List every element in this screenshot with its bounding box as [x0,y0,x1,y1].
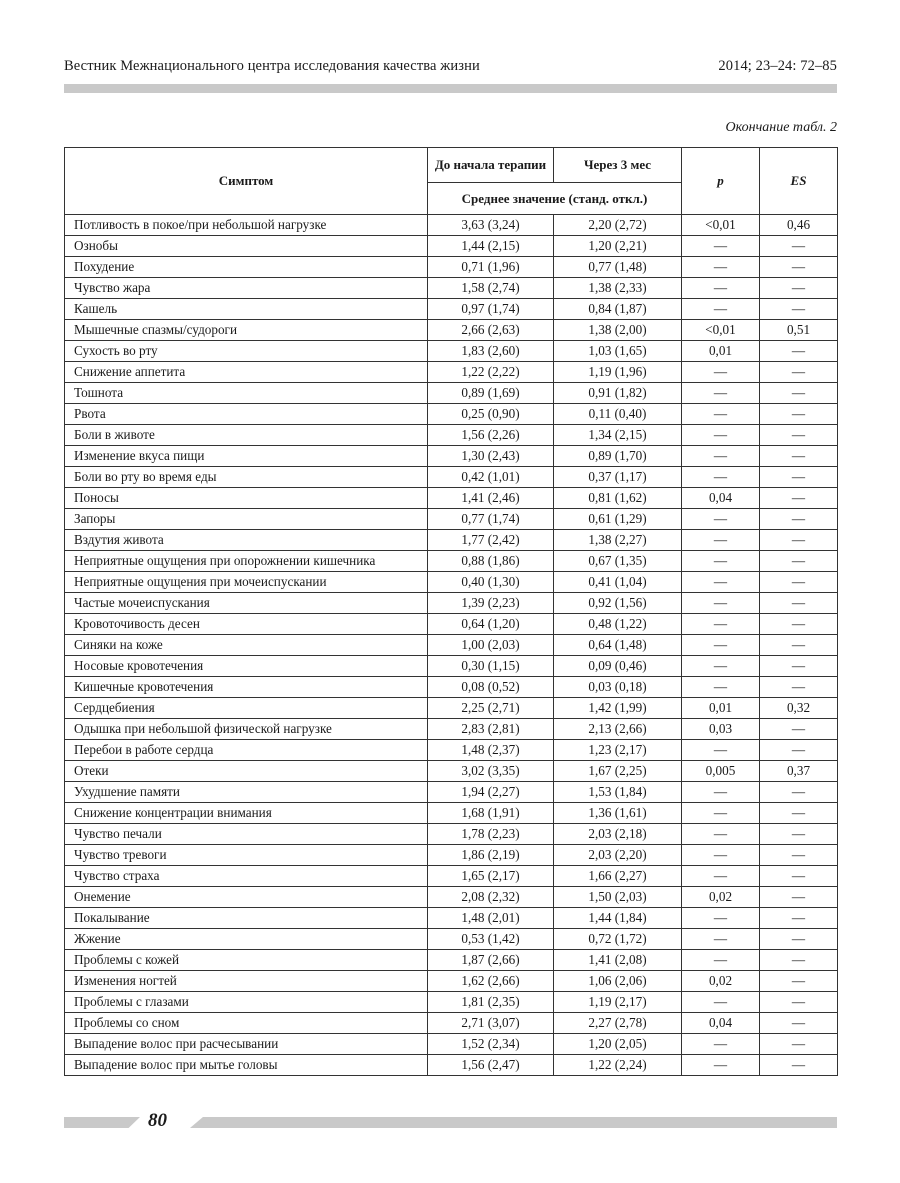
table-row [65,1034,838,1055]
table-row [65,593,838,614]
cell-p: — [682,656,760,677]
cell-es: — [760,299,838,320]
cell-before: 1,48 (2,01) [428,908,554,929]
cell-es: 0,32 [760,698,838,719]
cell-symptom: Кишечные кровотечения [65,677,428,698]
cell-p: — [682,908,760,929]
cell-after: 0,37 (1,17) [554,467,682,488]
cell-after: 1,38 (2,00) [554,320,682,341]
cell-symptom: Синяки на коже [65,635,428,656]
cell-after: 0,48 (1,22) [554,614,682,635]
cell-es: — [760,719,838,740]
cell-before: 1,39 (2,23) [428,593,554,614]
cell-after: 1,23 (2,17) [554,740,682,761]
cell-after: 1,38 (2,33) [554,278,682,299]
cell-before: 0,64 (1,20) [428,614,554,635]
cell-es: 0,46 [760,215,838,236]
cell-p: — [682,530,760,551]
cell-es: — [760,257,838,278]
cell-after: 0,41 (1,04) [554,572,682,593]
cell-after: 1,50 (2,03) [554,887,682,908]
cell-symptom: Боли во рту во время еды [65,467,428,488]
cell-symptom: Неприятные ощущения при мочеиспускании [65,572,428,593]
table-row [65,950,838,971]
cell-before: 1,00 (2,03) [428,635,554,656]
cell-es: — [760,677,838,698]
cell-after: 1,36 (1,61) [554,803,682,824]
cell-before: 0,77 (1,74) [428,509,554,530]
cell-before: 1,86 (2,19) [428,845,554,866]
cell-p: — [682,467,760,488]
cell-symptom: Поносы [65,488,428,509]
cell-symptom: Запоры [65,509,428,530]
cell-before: 2,08 (2,32) [428,887,554,908]
cell-after: 0,72 (1,72) [554,929,682,950]
cell-symptom: Выпадение волос при расчесывании [65,1034,428,1055]
cell-symptom: Ознобы [65,236,428,257]
cell-symptom: Ухудшение памяти [65,782,428,803]
cell-symptom: Онемение [65,887,428,908]
cell-p: — [682,782,760,803]
table-row [65,215,838,236]
cell-es: — [760,425,838,446]
cell-p: — [682,551,760,572]
cell-after: 1,19 (2,17) [554,992,682,1013]
table-row [65,1013,838,1034]
cell-after: 2,03 (2,18) [554,824,682,845]
cell-es: — [760,1013,838,1034]
cell-after: 1,20 (2,21) [554,236,682,257]
cell-symptom: Носовые кровотечения [65,656,428,677]
cell-after: 0,92 (1,56) [554,593,682,614]
cell-p: — [682,1055,760,1076]
cell-after: 1,06 (2,06) [554,971,682,992]
footer-rule-left [64,1117,140,1128]
cell-before: 0,08 (0,52) [428,677,554,698]
cell-before: 1,62 (2,66) [428,971,554,992]
cell-before: 1,77 (2,42) [428,530,554,551]
cell-symptom: Проблемы с глазами [65,992,428,1013]
cell-before: 1,83 (2,60) [428,341,554,362]
journal-citation: 2014; 23–24: 72–85 [718,58,837,74]
cell-es: — [760,278,838,299]
cell-after: 0,91 (1,82) [554,383,682,404]
cell-p: 0,04 [682,488,760,509]
cell-es: — [760,887,838,908]
journal-title: Вестник Межнационального центра исследования качества жизни [64,58,480,74]
cell-before: 0,89 (1,69) [428,383,554,404]
cell-before: 0,88 (1,86) [428,551,554,572]
cell-p: — [682,803,760,824]
cell-es: — [760,446,838,467]
cell-p: — [682,866,760,887]
table-body [65,215,838,1076]
cell-before: 0,25 (0,90) [428,404,554,425]
cell-after: 1,44 (1,84) [554,908,682,929]
cell-after: 0,09 (0,46) [554,656,682,677]
table-row [65,299,838,320]
table-row [65,404,838,425]
cell-p: — [682,635,760,656]
cell-p: — [682,614,760,635]
cell-symptom: Мышечные спазмы/судороги [65,320,428,341]
cell-symptom: Чувство жара [65,278,428,299]
page-number: 80 [148,1110,167,1131]
cell-after: 1,34 (2,15) [554,425,682,446]
cell-p: — [682,929,760,950]
table-row [65,425,838,446]
cell-es: — [760,866,838,887]
cell-p: 0,01 [682,698,760,719]
cell-p: — [682,299,760,320]
table-row [65,719,838,740]
cell-es: — [760,845,838,866]
cell-es: — [760,236,838,257]
cell-after: 0,84 (1,87) [554,299,682,320]
table-row [65,446,838,467]
cell-symptom: Рвота [65,404,428,425]
table-row [65,362,838,383]
cell-es: — [760,593,838,614]
cell-es: — [760,509,838,530]
cell-after: 1,67 (2,25) [554,761,682,782]
cell-after: 1,19 (1,96) [554,362,682,383]
col-subheader-mean-sd: Среднее значение (станд. откл.) [428,183,682,215]
cell-symptom: Покалывание [65,908,428,929]
col-header-before: До начала терапии [428,148,554,183]
cell-es: — [760,803,838,824]
cell-p: — [682,509,760,530]
cell-symptom: Боли в животе [65,425,428,446]
cell-symptom: Одышка при небольшой физической нагрузке [65,719,428,740]
cell-p: 0,01 [682,341,760,362]
cell-before: 3,63 (3,24) [428,215,554,236]
cell-es: — [760,950,838,971]
table-row [65,257,838,278]
table-row [65,908,838,929]
cell-p: — [682,593,760,614]
cell-after: 1,38 (2,27) [554,530,682,551]
cell-p: <0,01 [682,215,760,236]
cell-symptom: Чувство страха [65,866,428,887]
cell-es: — [760,404,838,425]
cell-es: — [760,488,838,509]
table-row [65,509,838,530]
cell-before: 3,02 (3,35) [428,761,554,782]
cell-before: 0,42 (1,01) [428,467,554,488]
table-row [65,866,838,887]
table-row [65,467,838,488]
cell-before: 1,30 (2,43) [428,446,554,467]
cell-p: 0,005 [682,761,760,782]
cell-before: 0,97 (1,74) [428,299,554,320]
cell-p: <0,01 [682,320,760,341]
cell-es: — [760,551,838,572]
cell-p: — [682,404,760,425]
cell-before: 0,53 (1,42) [428,929,554,950]
cell-p: 0,04 [682,1013,760,1034]
col-header-p: p [682,148,760,215]
cell-p: 0,02 [682,971,760,992]
cell-es: — [760,614,838,635]
cell-symptom: Сердцебиения [65,698,428,719]
cell-after: 0,67 (1,35) [554,551,682,572]
cell-p: — [682,425,760,446]
cell-es: — [760,971,838,992]
table-row [65,971,838,992]
table-row [65,530,838,551]
cell-symptom: Кровоточивость десен [65,614,428,635]
table-row [65,782,838,803]
cell-before: 1,41 (2,46) [428,488,554,509]
cell-symptom: Тошнота [65,383,428,404]
cell-p: 0,02 [682,887,760,908]
cell-symptom: Жжение [65,929,428,950]
cell-before: 0,71 (1,96) [428,257,554,278]
table-row [65,887,838,908]
cell-p: — [682,278,760,299]
cell-before: 1,56 (2,26) [428,425,554,446]
col-header-after: Через 3 мес [554,148,682,183]
cell-p: — [682,236,760,257]
header-rule [64,84,837,93]
cell-after: 2,20 (2,72) [554,215,682,236]
cell-p: — [682,950,760,971]
cell-p: — [682,1034,760,1055]
cell-symptom: Изменения ногтей [65,971,428,992]
cell-symptom: Чувство тревоги [65,845,428,866]
table-row [65,803,838,824]
table-row [65,551,838,572]
cell-after: 1,66 (2,27) [554,866,682,887]
table-row [65,929,838,950]
cell-after: 0,77 (1,48) [554,257,682,278]
cell-es: — [760,572,838,593]
cell-symptom: Похудение [65,257,428,278]
cell-es: — [760,530,838,551]
cell-es: — [760,782,838,803]
table-row [65,488,838,509]
cell-es: — [760,467,838,488]
cell-before: 1,78 (2,23) [428,824,554,845]
cell-es: — [760,341,838,362]
cell-symptom: Проблемы со сном [65,1013,428,1034]
cell-before: 2,83 (2,81) [428,719,554,740]
cell-symptom: Частые мочеиспускания [65,593,428,614]
cell-after: 2,27 (2,78) [554,1013,682,1034]
table-row [65,656,838,677]
cell-after: 1,42 (1,99) [554,698,682,719]
cell-before: 1,22 (2,22) [428,362,554,383]
table-row [65,992,838,1013]
cell-symptom: Отеки [65,761,428,782]
cell-p: — [682,740,760,761]
cell-after: 2,13 (2,66) [554,719,682,740]
cell-before: 1,65 (2,17) [428,866,554,887]
cell-symptom: Выпадение волос при мытье головы [65,1055,428,1076]
table-row [65,341,838,362]
cell-after: 2,03 (2,20) [554,845,682,866]
cell-p: — [682,572,760,593]
table-row [65,761,838,782]
cell-symptom: Чувство печали [65,824,428,845]
running-head [64,58,837,80]
cell-es: — [760,656,838,677]
cell-before: 1,94 (2,27) [428,782,554,803]
cell-es: — [760,929,838,950]
table-row [65,635,838,656]
table-row [65,824,838,845]
cell-p: 0,03 [682,719,760,740]
col-header-symptom: Симптом [65,148,428,215]
cell-p: — [682,257,760,278]
cell-after: 1,20 (2,05) [554,1034,682,1055]
cell-es: — [760,1034,838,1055]
cell-es: — [760,635,838,656]
cell-before: 1,44 (2,15) [428,236,554,257]
cell-p: — [682,845,760,866]
table-row [65,236,838,257]
cell-es: 0,51 [760,320,838,341]
cell-es: — [760,383,838,404]
cell-before: 1,87 (2,66) [428,950,554,971]
cell-after: 0,11 (0,40) [554,404,682,425]
table-row [65,572,838,593]
cell-symptom: Перебои в работе сердца [65,740,428,761]
symptom-table [64,147,838,1076]
cell-before: 2,71 (3,07) [428,1013,554,1034]
cell-after: 0,89 (1,70) [554,446,682,467]
cell-symptom: Кашель [65,299,428,320]
cell-before: 0,30 (1,15) [428,656,554,677]
footer-rule-right [190,1117,837,1128]
table-caption: Окончание табл. 2 [725,120,837,135]
cell-after: 0,64 (1,48) [554,635,682,656]
cell-before: 0,40 (1,30) [428,572,554,593]
col-header-es: ES [760,148,838,215]
cell-symptom: Изменение вкуса пищи [65,446,428,467]
cell-symptom: Снижение аппетита [65,362,428,383]
table-row [65,698,838,719]
cell-after: 0,61 (1,29) [554,509,682,530]
cell-es: — [760,740,838,761]
cell-before: 1,56 (2,47) [428,1055,554,1076]
cell-p: — [682,362,760,383]
cell-after: 1,41 (2,08) [554,950,682,971]
cell-es: — [760,1055,838,1076]
cell-after: 1,22 (2,24) [554,1055,682,1076]
table-row [65,845,838,866]
cell-symptom: Потливость в покое/при небольшой нагрузке [65,215,428,236]
cell-symptom: Вздутия живота [65,530,428,551]
table-row [65,278,838,299]
cell-p: — [682,446,760,467]
table-row [65,614,838,635]
cell-symptom: Сухость во рту [65,341,428,362]
table-row [65,1055,838,1076]
table-row [65,677,838,698]
cell-es: — [760,908,838,929]
cell-before: 2,25 (2,71) [428,698,554,719]
cell-p: — [682,677,760,698]
cell-before: 1,81 (2,35) [428,992,554,1013]
cell-after: 1,03 (1,65) [554,341,682,362]
cell-symptom: Неприятные ощущения при опорожнении кишечника [65,551,428,572]
cell-es: — [760,992,838,1013]
table-row [65,383,838,404]
cell-after: 1,53 (1,84) [554,782,682,803]
cell-es: — [760,824,838,845]
cell-before: 2,66 (2,63) [428,320,554,341]
table-row [65,320,838,341]
cell-before: 1,68 (1,91) [428,803,554,824]
cell-p: — [682,992,760,1013]
cell-es: 0,37 [760,761,838,782]
cell-after: 0,81 (1,62) [554,488,682,509]
cell-symptom: Проблемы с кожей [65,950,428,971]
cell-symptom: Снижение концентрации внимания [65,803,428,824]
cell-before: 1,48 (2,37) [428,740,554,761]
cell-after: 0,03 (0,18) [554,677,682,698]
cell-p: — [682,824,760,845]
table-row [65,740,838,761]
cell-es: — [760,362,838,383]
cell-before: 1,58 (2,74) [428,278,554,299]
cell-before: 1,52 (2,34) [428,1034,554,1055]
cell-p: — [682,383,760,404]
